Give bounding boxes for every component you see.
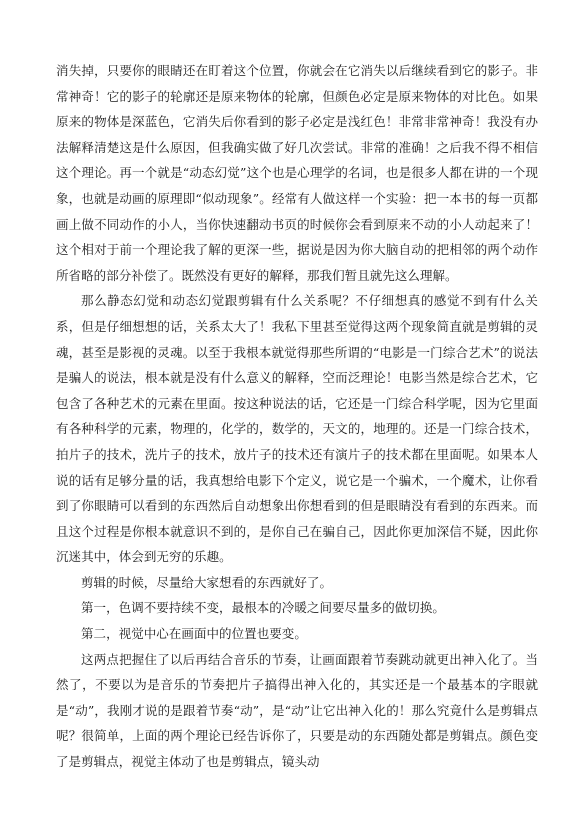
- paragraph-4: 第一，色调不要持续不变，最根本的冷暖之间要尽量多的做切换。: [81, 600, 445, 616]
- paragraph-5: 第二，视觉中心在画面中的位置也要变。: [81, 626, 307, 642]
- paragraph-2: 那么静态幻觉和动态幻觉跟剪辑有什么关系呢？不仔细想真的感觉不到有什么关系，但是仔细想想的话，关系太大了！我私下里甚至觉得这两个现象简直就是剪辑的灵魂，甚至是影视的灵魂。以至于我根本就觉得那些所谓的“电影是一门综合艺术”的说法是骗人的说法，根本就是没有什么意义的解释，空而泛理论！电影当然是综合艺术，它包含了各种艺术的元素在里面。按这种说法的话，它还是一门综合科学呢，因为它里面有各种科学的元素，物理的，化学的，数学的，天文的，地理的。还是一门综合技术，拍片子的技术，洗片子的技术，放片子的技术还有演片子的技术都在里面呢。如果本人说的话有足够分量的话，我真想给电影下个定义，说它是一个骗术，一个魔术，让你看到了你眼睛可以看到的东西然后自动想象出你想看到的但是眼睛没有看到的东西来。而且这个过程是你根本就意识不到的，是你自己在骗自己，因此你更加深信不疑，因此你沉迷其中，体会到无穷的乐趣。: [56, 293, 538, 565]
- paragraph-1: 消失掉，只要你的眼睛还在盯着这个位置，你就会在它消失以后继续看到它的影子。非常神奇！它的影子的轮廓还是原来物体的轮廓，但颜色必定是原来物体的对比色。如果原来的物体是深蓝色，它消失后你看到的影子必定是浅红色！非常非常神奇！我没有办法解释清楚这是什么原因，但我确实做了好几次尝试。非常的准确！之后我不得不相信这个理论。再一个就是“动态幻觉”这个也是心理学的名词，也是很多人都在讲的一个现象，也就是动画的原理即“似动现象”。经常有人做这样一个实验：把一本书的每一页都画上做不同动作的小人，当你快速翻动书页的时候你会看到原来不动的小人动起来了！这个相对于前一个理论我了解的更深一些，据说是因为你大脑自动的把相邻的两个动作所省略的部分补偿了。既然没有更好的解释，那我们暂且就先这么理解。: [56, 63, 538, 283]
- paragraph-6: 这两点把握住了以后再结合音乐的节奏，让画面跟着节奏跳动就更出神入化了。当然了，不要以为是音乐的节奏把片子搞得出神入化的，其实还是一个最基本的字眼就是“动”，我刚才说的是跟着节奏“动”，是“动”让它出神入化的！那么究竟什么是剪辑点呢？很简单，上面的两个理论已经告诉你了，只要是动的东西随处都是剪辑点。颜色变了是剪辑点，视觉主体动了也是剪辑点，镜头动: [56, 651, 538, 770]
- paragraph-3: 剪辑的时候，尽量给大家想看的东西就好了。: [81, 574, 333, 590]
